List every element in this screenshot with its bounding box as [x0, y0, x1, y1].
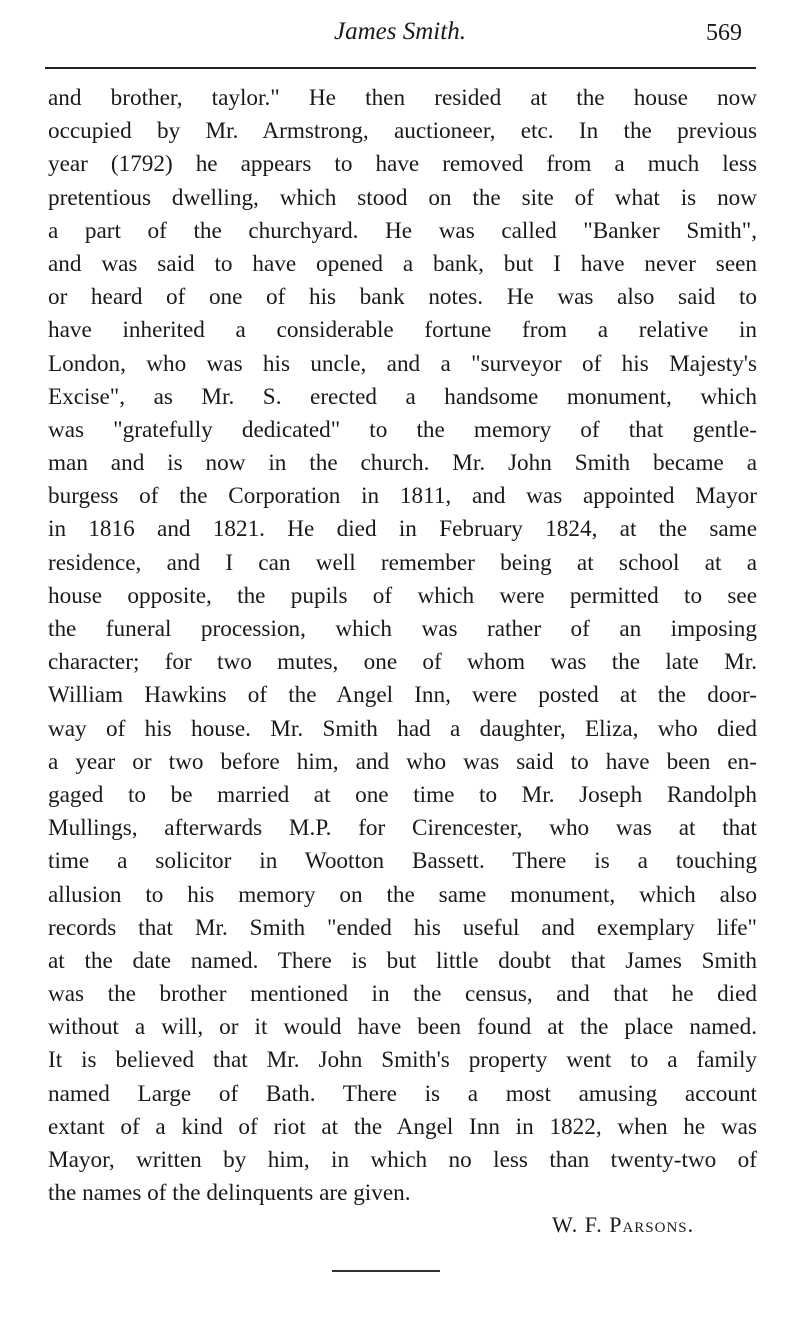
text-line: It is believed that Mr. John Smith's property went to a family — [48, 1047, 757, 1074]
text-line: was "gratefully dedicated" to the memory of that gentle- — [48, 416, 757, 443]
text-line: extant of a kind of riot at the Angel Inn in 1822, when he was — [48, 1113, 757, 1140]
text-line: Mullings, afterwards M.P. for Cirencester, who was at that — [48, 815, 757, 842]
text-line: the funeral procession, which was rather of an imposing — [48, 616, 757, 642]
text-line: way of his house. Mr. Smith had a daughter, Eliza, who died — [48, 715, 757, 742]
text-line: without a will, or it would have been found at the place named. — [48, 1014, 757, 1041]
body-text — [48, 82, 757, 1210]
text-line: in 1816 and 1821. He died in February 1824, at the same — [48, 516, 757, 543]
text-line: year (1792) he appears to have removed from a much less — [48, 151, 757, 178]
text-line: burgess of the Corporation in 1811, and was appointed Mayor — [48, 483, 757, 510]
header-rule — [45, 67, 756, 69]
text-line: a year or two before him, and who was said to have been en- — [48, 748, 757, 775]
end-rule — [332, 1270, 440, 1272]
text-line: pretentious dwelling, which stood on the site of what is now — [48, 184, 757, 211]
text-line: and brother, taylor." He then resided at the house now — [48, 85, 757, 111]
text-line: and was said to have opened a bank, but I have never seen — [48, 250, 757, 277]
text-line: residence, and I can well remember being at school at a — [48, 549, 757, 576]
text-line: William Hawkins of the Angel Inn, were posted at the door- — [48, 682, 757, 709]
text-line: allusion to his memory on the same monument, which also — [48, 881, 757, 908]
page-number: 569 — [706, 20, 742, 46]
text-line: house opposite, the pupils of which were permitted to see — [48, 582, 757, 609]
text-line: character; for two mutes, one of whom was the late Mr. — [48, 649, 757, 676]
text-line: London, who was his uncle, and a "surveyor of his Majesty's — [48, 350, 757, 377]
text-line: have inherited a considerable fortune from a relative in — [48, 317, 757, 344]
text-line: occupied by Mr. Armstrong, auctioneer, etc. In the previous — [48, 118, 757, 145]
text-line: at the date named. There is but little doubt that James Smith — [48, 947, 757, 974]
text-line: the names of the delinquents are given. — [48, 1180, 411, 1207]
text-line: time a solicitor in Wootton Bassett. There is a touching — [48, 848, 757, 875]
text-line: records that Mr. Smith "ended his useful and exemplary life" — [48, 914, 757, 941]
text-line: named Large of Bath. There is a most amusing account — [48, 1080, 757, 1107]
text-line: or heard of one of his bank notes. He was also said to — [48, 284, 757, 311]
text-line: Excise", as Mr. S. erected a handsome monument, which — [48, 383, 757, 410]
text-line: gaged to be married at one time to Mr. Joseph Randolph — [48, 781, 757, 808]
author-signature: W. F. Parsons. — [552, 1212, 695, 1237]
text-line: Mayor, written by him, in which no less than twenty-two of — [48, 1147, 757, 1173]
text-line: man and is now in the church. Mr. John Smith became a — [48, 450, 757, 477]
text-line: a part of the churchyard. He was called "Banker Smith", — [48, 217, 757, 244]
running-header-title: James Smith. — [334, 18, 466, 45]
text-line: was the brother mentioned in the census, and that he died — [48, 981, 757, 1008]
